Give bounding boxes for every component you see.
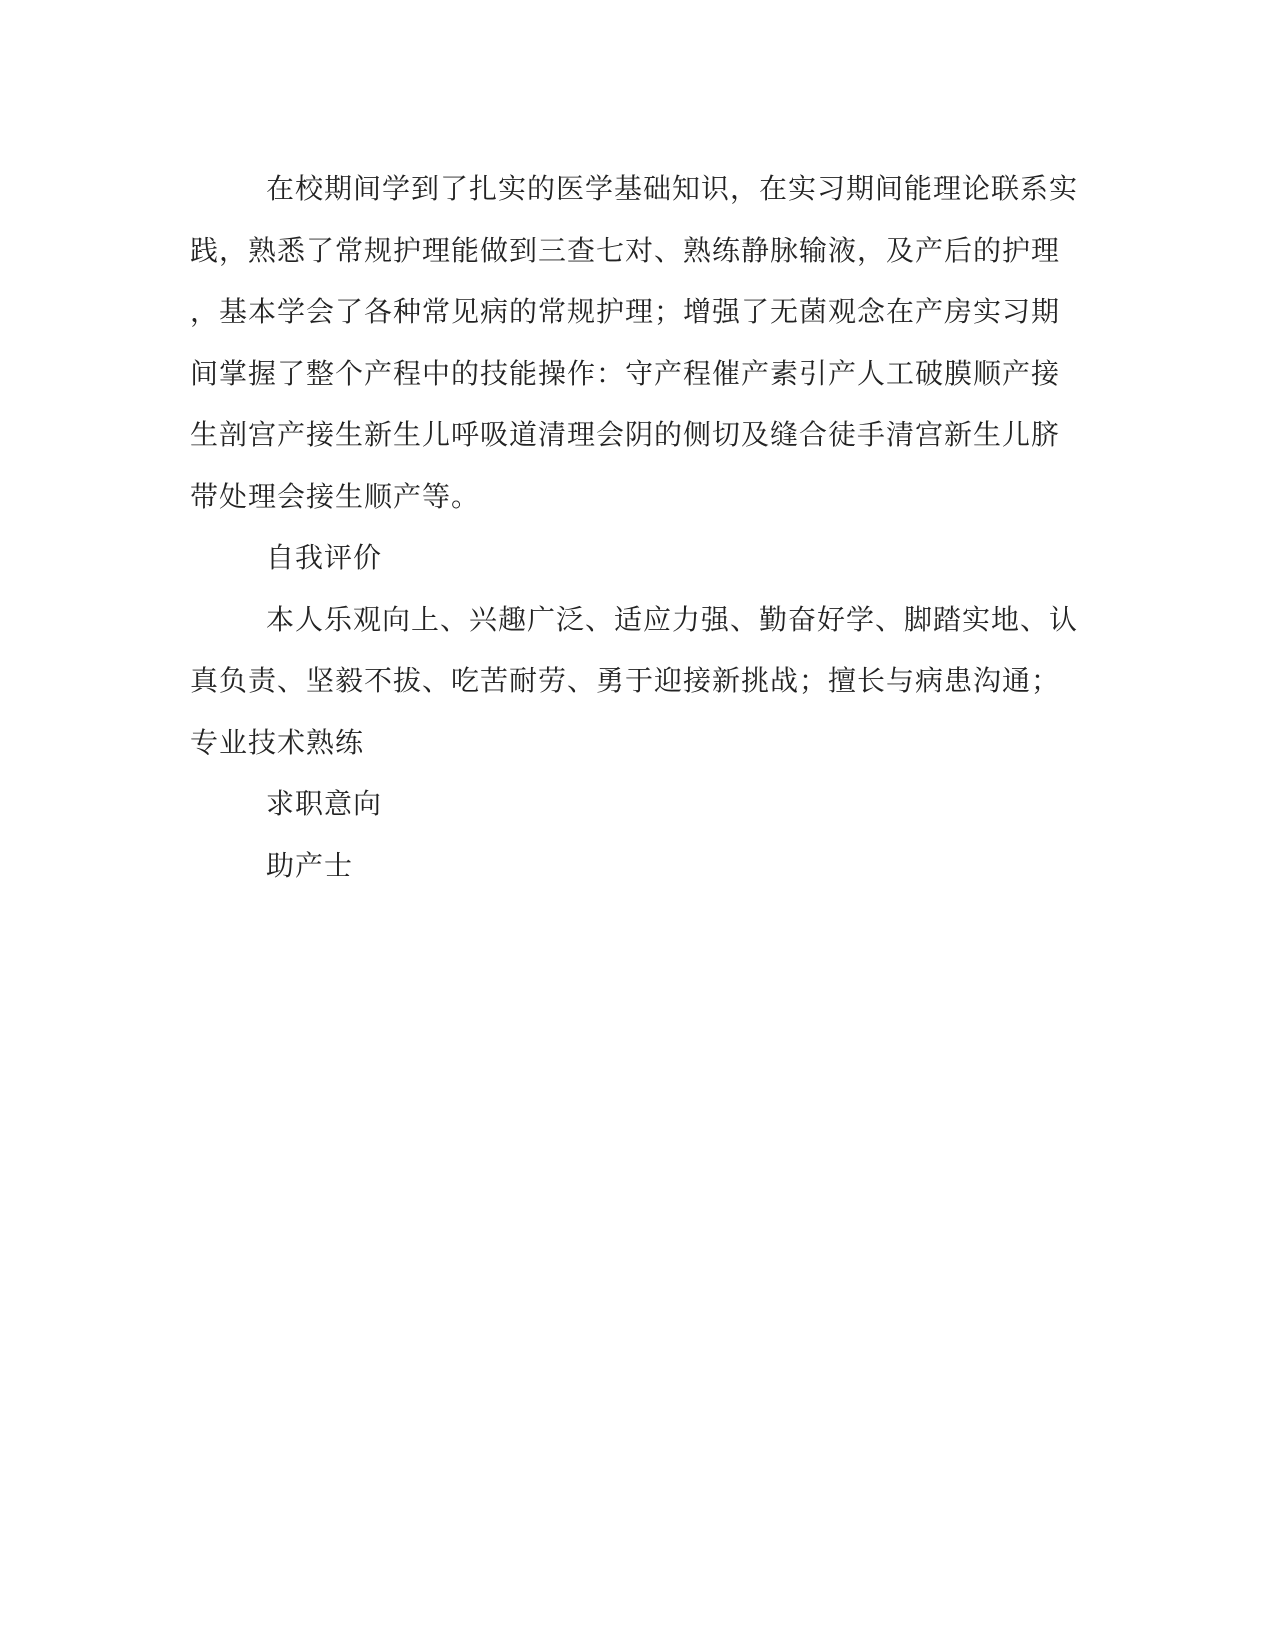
document-body — [190, 158, 1080, 896]
paragraph-line: 践，熟悉了常规护理能做到三查七对、熟练静脉输液，及产后的护理 — [190, 233, 1061, 267]
paragraph-line: 在校期间学到了扎实的医学基础知识，在实习期间能理论联系实 — [266, 172, 1079, 205]
paragraph-line: 间掌握了整个产程中的技能操作：守产程催产素引产人工破膜顺产接 — [190, 356, 1061, 390]
paragraph-line: 专业技术熟练 — [190, 725, 365, 759]
paragraph-line: 真负责、坚毅不拔、吃苦耐劳、勇于迎接新挑战；擅长与病患沟通； — [190, 664, 1061, 697]
job-intent-heading: 求职意向 — [266, 787, 383, 820]
paragraph-line: ，基本学会了各种常见病的常规护理；增强了无菌观念在产房实习期 — [190, 295, 1061, 328]
job-title: 助产士 — [266, 848, 354, 882]
education-paragraph — [190, 158, 1080, 527]
self-evaluation-paragraph — [190, 589, 1080, 774]
paragraph-line: 生剖宫产接生新生儿呼吸道清理会阴的侧切及缝合徒手清宫新生儿脐 — [190, 418, 1061, 451]
self-evaluation-heading: 自我评价 — [266, 541, 383, 574]
paragraph-line: 本人乐观向上、兴趣广泛、适应力强、勤奋好学、脚踏实地、认 — [266, 602, 1079, 636]
paragraph-line: 带处理会接生顺产等。 — [190, 479, 481, 513]
